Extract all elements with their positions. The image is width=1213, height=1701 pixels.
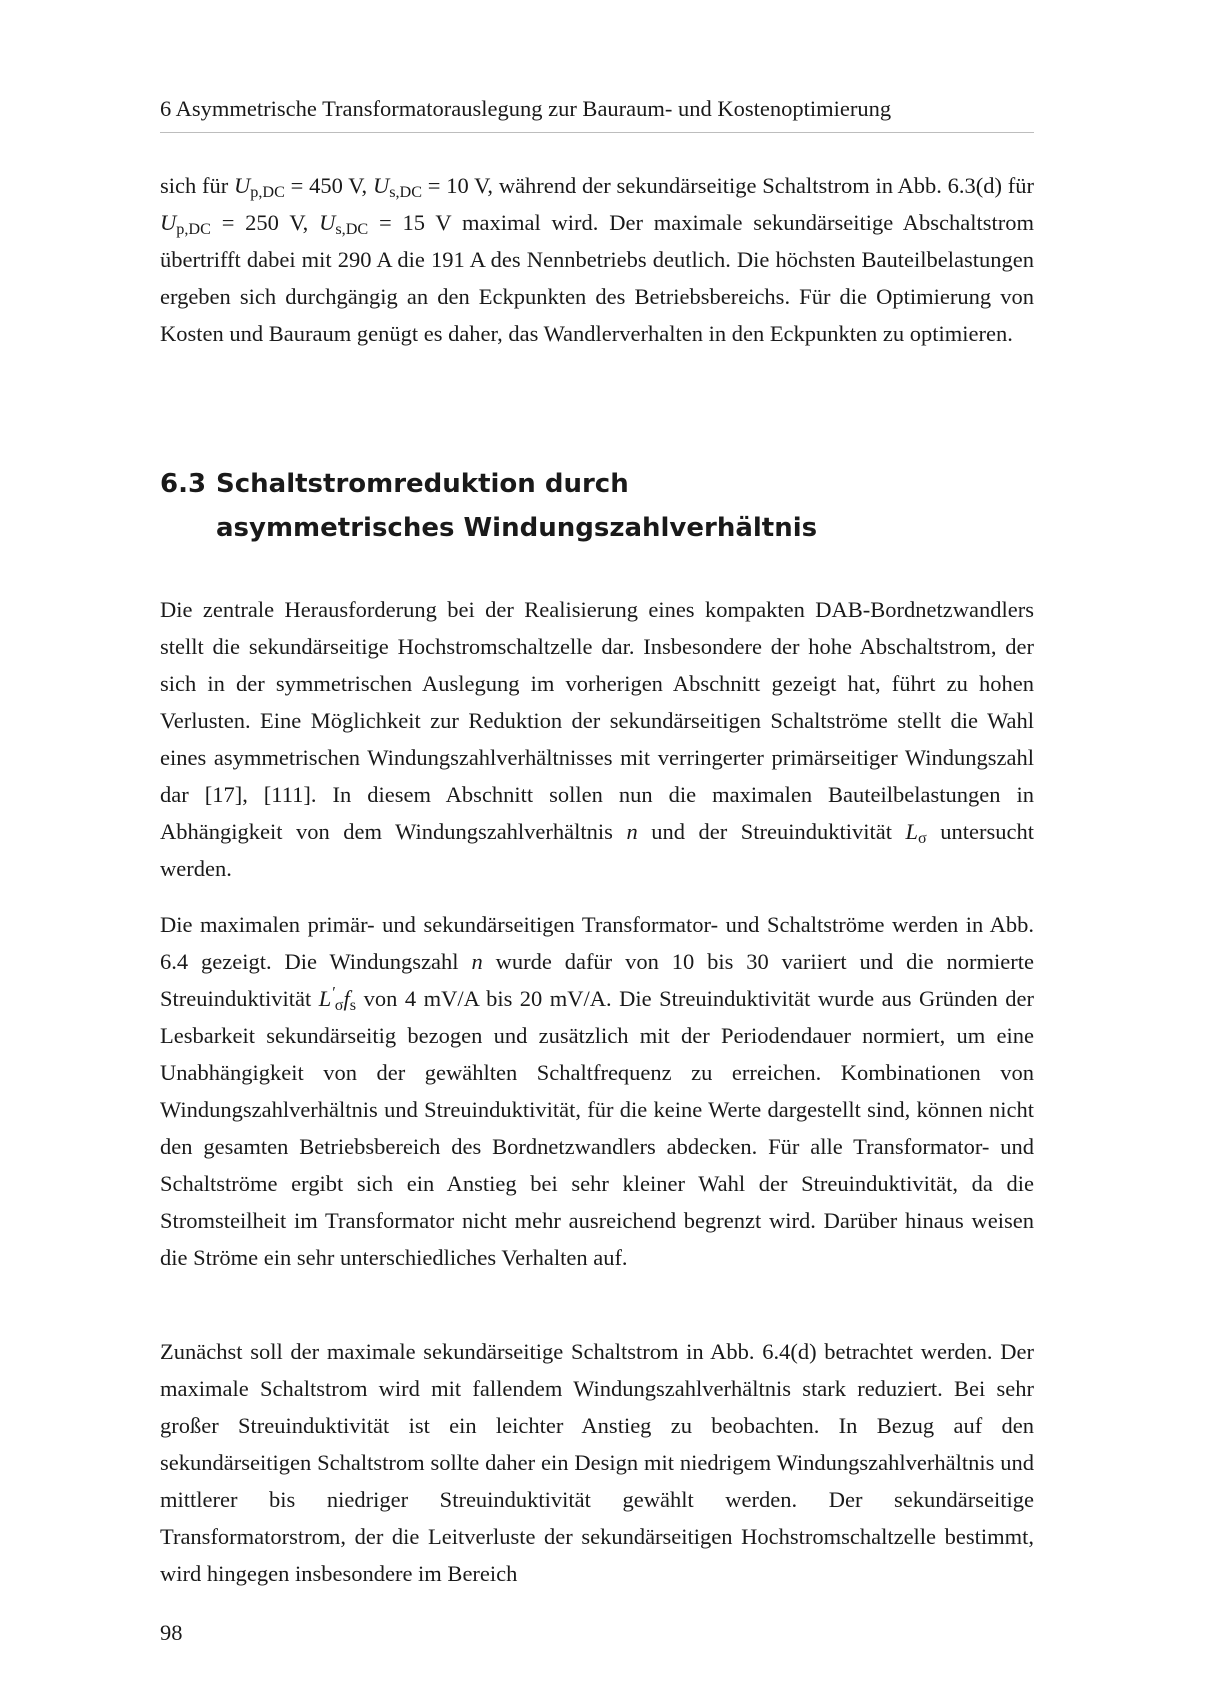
section-number: 6.3 [160, 469, 207, 499]
text-run: Die zentrale Herausforderung bei der Realisierung eines kompakten DAB-Bordnetzwandlers stellt die sekundärseitige Hochstromschaltzelle dar. Insbesondere der hohe Abschaltstrom, der sich in der symmetrischen Auslegung im vorherigen Abschnitt gezeigt hat, führt zu hohen Verlusten. Eine Möglichkeit zur Reduktion der sekundärseitigen Schaltströme stellt die Wahl eines asymmetrischen Windungszahlverhältnisses mit verringerter primärseitiger Windungszahl dar [17], [111]. In diesem Abschnitt sollen nun die maximalen Bauteilbelastungen in Abhängigkeit von dem Windungszahlverhältnis [160, 597, 1034, 844]
text-run: = 15 V maximal wird. Der maximale sekundärseitige Abschaltstrom übertrifft dabei mit 290 A die 191 A des Nennbetriebs deutlich. Die höchsten Bauteilbelastungen ergeben sich durchgängig an den Eckpunkten des Betriebsbereichs. Für die Optimierung von Kosten und Bauraum genügt es daher, das Wandlerverhalten in den Eckpunkten zu optimieren. [160, 210, 1035, 346]
text-run: untersucht werden. [160, 819, 1034, 881]
math-L-prime-sigma-fs: $L'_\sigma f_s$ [318, 983, 357, 1015]
text-run: sich für [160, 173, 234, 198]
paragraph-3 [160, 906, 1034, 1276]
page-number: 98 [160, 1620, 183, 1645]
paragraph-1 [160, 167, 1034, 352]
paragraph-4 [160, 1333, 1034, 1592]
section-heading [160, 462, 1034, 550]
math-n: n [626, 819, 638, 844]
math-U-s-dc: $U_{s,DC}$ [319, 210, 369, 239]
text-run: = 450 V, [284, 173, 373, 198]
running-header: 6 Asymmetrische Transformatorauslegung zur Bauraum- und Kostenoptimierung [160, 94, 1034, 133]
text-run: = 250 V, [210, 210, 320, 235]
text-run: von 4 mV/A bis 20 mV/A. Die Streuinduktivität wurde aus Gründen der Lesbarkeit sekundärseitig bezogen und zusätzlich mit der Periodendauer normiert, um eine Unabhängigkeit von der gewählten Schaltfrequenz zu erreichen. Kombinationen von Windungszahlverhältnis und Streuinduktivität, für die keine Werte dargestellt sind, können nicht den gesamten Betriebsbereich des Bordnetzwandlers abdecken. Für alle Transformator- und Schaltströme ergibt sich ein Anstieg bei sehr kleiner Wahl der Streuinduktivität, da die Stromsteilheit im Transformator nicht mehr ausreichend begrenzt wird. Darüber hinaus weisen die Ströme ein sehr unterschiedliches Verhalten auf. [160, 986, 1034, 1270]
text-run: = 10 V, während der sekundärseitige Schaltstrom in Abb. 6.3(d) für [422, 173, 1034, 198]
math-U-p-dc: $U_{p,DC}$ [234, 173, 285, 202]
text-run: Zunächst soll der maximale sekundärseitige Schaltstrom in Abb. 6.4(d) betrachtet werden. Der maximale Schaltstrom wird mit fallendem Windungszahlverhältnis stark reduziert. Bei sehr großer Streuinduktivität ist ein leichter Anstieg zu beobachten. In Bezug auf den sekundärseitigen Schaltstrom sollte daher ein Design mit niedrigem Windungszahlverhältnis und mittlerer bis niedriger Streuinduktivität gewählt werden. Der sekundärseitige Transformatorstrom, der die Leitverluste der sekundärseitigen Hochstromschaltzelle bestimmt, wird hingegen insbesondere im Bereich [160, 1339, 1034, 1586]
math-U-s-dc: $U_{s,DC}$ [372, 173, 423, 202]
math-L-sigma: $L_\sigma$ [905, 819, 927, 848]
text-run: und der Streuinduktivität [637, 819, 906, 844]
text-run: Die maximalen primär- und sekundärseitigen Transformator- und Schaltströme werden in Abb. 6.4 gezeigt. Die Windungszahl [160, 912, 1034, 974]
math-n: n [471, 949, 483, 974]
section-title: Schaltstromreduktion durch asymmetrisches Windungszahlverhältnis [216, 469, 818, 543]
math-U-p-dc: $U_{p,DC}$ [160, 210, 211, 239]
paragraph-2 [160, 591, 1034, 887]
text-run: wurde dafür von 10 bis 30 variiert und die normierte Streuinduktivität [160, 949, 1034, 1011]
